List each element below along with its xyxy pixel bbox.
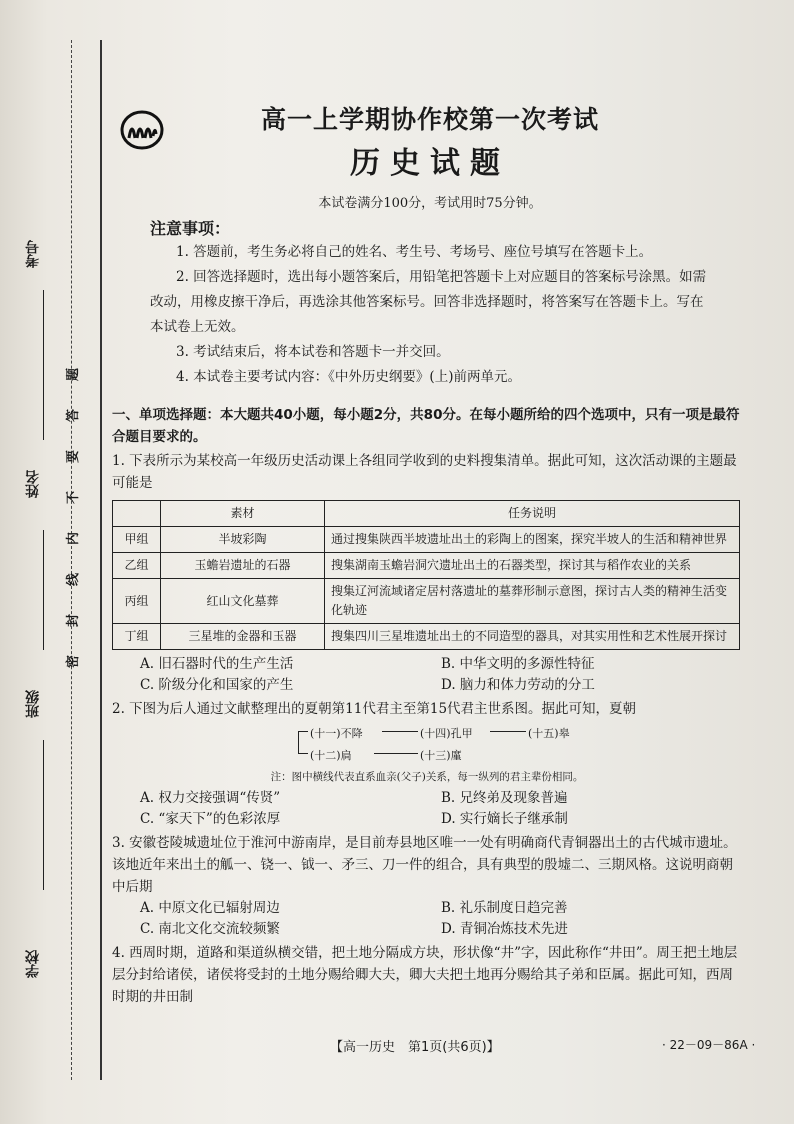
ruler-11: (十一)不降 xyxy=(310,727,363,740)
table-cell-group: 甲组 xyxy=(113,527,161,553)
binding-margin xyxy=(0,0,104,1124)
notice-item: 3. 考试结束后，将本试卷和答题卡一并交回。 xyxy=(176,344,450,360)
option-d[interactable]: D. 实行嫡长子继承制 xyxy=(441,811,568,827)
genealogy-line xyxy=(298,753,308,754)
school-label: 学校 xyxy=(25,950,41,978)
options xyxy=(112,898,742,940)
genealogy-line xyxy=(298,731,308,732)
name-blank xyxy=(43,530,44,650)
question-2 xyxy=(112,698,742,830)
table-row xyxy=(113,579,740,624)
genealogy-branch-line xyxy=(298,731,299,753)
exam-subject-title: 历史试题 xyxy=(350,146,510,181)
exam-title: 高一上学期协作校第一次考试 xyxy=(260,105,599,134)
notice-item: 2. 回答选择题时，选出每小题答案后，用铅笔把答题卡上对应题目的答案标号涂黑。如需改动，用橡皮擦干净后，再选涂其他答案标号。回答非选择题时，将答案写在答题卡上。写在本试卷上无效。 xyxy=(150,269,707,335)
question-stem: 1. 下表所示为某校高一年级历史活动课上各组同学收到的史料搜集清单。据此可知，这次活动课的主题最可能是 xyxy=(112,453,737,491)
warning-char: 答 xyxy=(66,408,82,423)
warning-char: 内 xyxy=(66,531,82,546)
table-cell-material: 玉蟾岩遗址的石器 xyxy=(161,553,325,579)
table-cell-group: 乙组 xyxy=(113,553,161,579)
table-row xyxy=(113,527,740,553)
exam-number-label: 考号 xyxy=(25,240,41,268)
table-header-cell xyxy=(113,501,161,527)
option-c[interactable]: C. 阶级分化和国家的产生 xyxy=(140,677,294,693)
option-c[interactable]: C. 南北文化交流较频繁 xyxy=(140,921,280,937)
table-row xyxy=(113,553,740,579)
ruler-14: (十四)孔甲 xyxy=(420,727,473,740)
class-label: 班级 xyxy=(25,690,41,718)
table-cell-task: 搜集四川三星堆遗址出土的不同造型的器具，对其实用性和艺术性展开探讨 xyxy=(325,624,740,650)
genealogy-line xyxy=(382,731,418,732)
notice-item: 1. 答题前，考生务必将自己的姓名、考生号、考场号、座位号填写在答题卡上。 xyxy=(176,244,653,260)
school-logo-icon xyxy=(120,108,164,152)
question-3 xyxy=(112,832,742,940)
options xyxy=(112,654,742,696)
questions-area xyxy=(112,404,742,1008)
genealogy-diagram xyxy=(112,722,742,768)
table-cell-group: 丙组 xyxy=(113,579,161,624)
warning-char: 封 xyxy=(66,613,82,628)
question-1 xyxy=(112,450,742,696)
notice-title: 注意事项： xyxy=(150,219,231,238)
table-header-row xyxy=(113,501,740,527)
no-answer-warning xyxy=(62,365,82,671)
genealogy-note: 注：图中横线代表直系血亲(父子)关系，每一纵列的君主辈份相同。 xyxy=(270,771,584,783)
table-cell-task: 通过搜集陕西半坡遗址出土的彩陶上的图案，探究半坡人的生活和精神世界 xyxy=(325,527,740,553)
ruler-13: (十三)廑 xyxy=(420,749,462,762)
name-label: 姓名 xyxy=(25,470,41,498)
table-cell-material: 半坡彩陶 xyxy=(161,527,325,553)
exam-meta: 本试卷满分100分，考试用时75分钟。 xyxy=(318,196,542,211)
genealogy-line xyxy=(374,753,418,754)
option-d[interactable]: D. 脑力和体力劳动的分工 xyxy=(441,677,595,693)
warning-char: 不 xyxy=(66,490,82,505)
notice-list xyxy=(150,240,710,390)
question-4 xyxy=(112,942,742,1008)
table-cell-task: 搜集辽河流域诸定居村落遗址的墓葬形制示意图，探讨古人类的精神生活变化轨迹 xyxy=(325,579,740,624)
option-c[interactable]: C. “家天下”的色彩浓厚 xyxy=(140,811,281,827)
section-heading: 一、单项选择题：本大题共40小题，每小题2分，共80分。在每小题所给的四个选项中，只有一项是最符合题目要求的。 xyxy=(112,407,740,445)
exam-number-field[interactable] xyxy=(18,240,48,268)
option-a[interactable]: A. 中原文化已辐射周边 xyxy=(140,900,280,916)
table-cell-material: 三星堆的金器和玉器 xyxy=(161,624,325,650)
table-header-cell: 任务说明 xyxy=(325,501,740,527)
option-b[interactable]: B. 中华文明的多源性特征 xyxy=(441,656,595,672)
class-field[interactable] xyxy=(18,690,48,718)
ruler-15: (十五)皋 xyxy=(528,727,570,740)
school-field[interactable] xyxy=(18,950,48,978)
question-stem: 3. 安徽苍陵城遗址位于淮河中游南岸，是目前寿县地区唯一一处有明确商代青铜器出土的古代城市遗址。该地近年来出土的觚一、铙一、钺一、矛三、刀一件的组合，具有典型的殷墟二、三期风格。这说明商朝中后期 xyxy=(112,835,737,895)
class-blank xyxy=(43,740,44,890)
table-cell-group: 丁组 xyxy=(113,624,161,650)
question-stem: 4. 西周时期，道路和渠道纵横交错，把土地分隔成方块，形状像“井”字，因此称作“井田”。周王把土地层层分封给诸侯，诸侯将受封的土地分赐给卿大夫，卿大夫把土地再分赐给其子弟和臣属。据此可知，西周时期的井田制 xyxy=(112,945,738,1005)
warning-char: 密 xyxy=(66,654,82,669)
source-table xyxy=(112,500,740,650)
table-header-cell: 素材 xyxy=(161,501,325,527)
table-cell-task: 搜集湖南玉蟾岩洞穴遗址出土的石器类型，探讨其与稻作农业的关系 xyxy=(325,553,740,579)
binding-line-outer xyxy=(100,40,102,1080)
options xyxy=(112,788,742,830)
page-footer: 【高一历史 第1页(共6页)】 xyxy=(330,1040,500,1055)
warning-char: 题 xyxy=(66,367,82,382)
name-field[interactable] xyxy=(18,470,48,498)
option-a[interactable]: A. 旧石器时代的生产生活 xyxy=(140,656,294,672)
ruler-12: (十二)扃 xyxy=(310,749,352,762)
genealogy-line xyxy=(490,731,526,732)
table-cell-material: 红山文化墓葬 xyxy=(161,579,325,624)
exam-number-blank xyxy=(43,290,44,440)
paper-code: · 22－09－86A · xyxy=(662,1038,756,1052)
notice-item: 4. 本试卷主要考试内容：《中外历史纲要》(上)前两单元。 xyxy=(176,369,521,385)
option-b[interactable]: B. 兄终弟及现象普遍 xyxy=(441,790,568,806)
option-a[interactable]: A. 权力交接强调“传贤” xyxy=(140,790,281,806)
warning-char: 线 xyxy=(66,572,82,587)
question-stem: 2. 下图为后人通过文献整理出的夏朝第11代君主至第15代君主世系图。据此可知，夏朝 xyxy=(112,701,637,717)
table-row xyxy=(113,624,740,650)
option-d[interactable]: D. 青铜冶炼技术先进 xyxy=(441,921,568,937)
option-b[interactable]: B. 礼乐制度日趋完善 xyxy=(441,900,568,916)
warning-char: 要 xyxy=(66,449,82,464)
